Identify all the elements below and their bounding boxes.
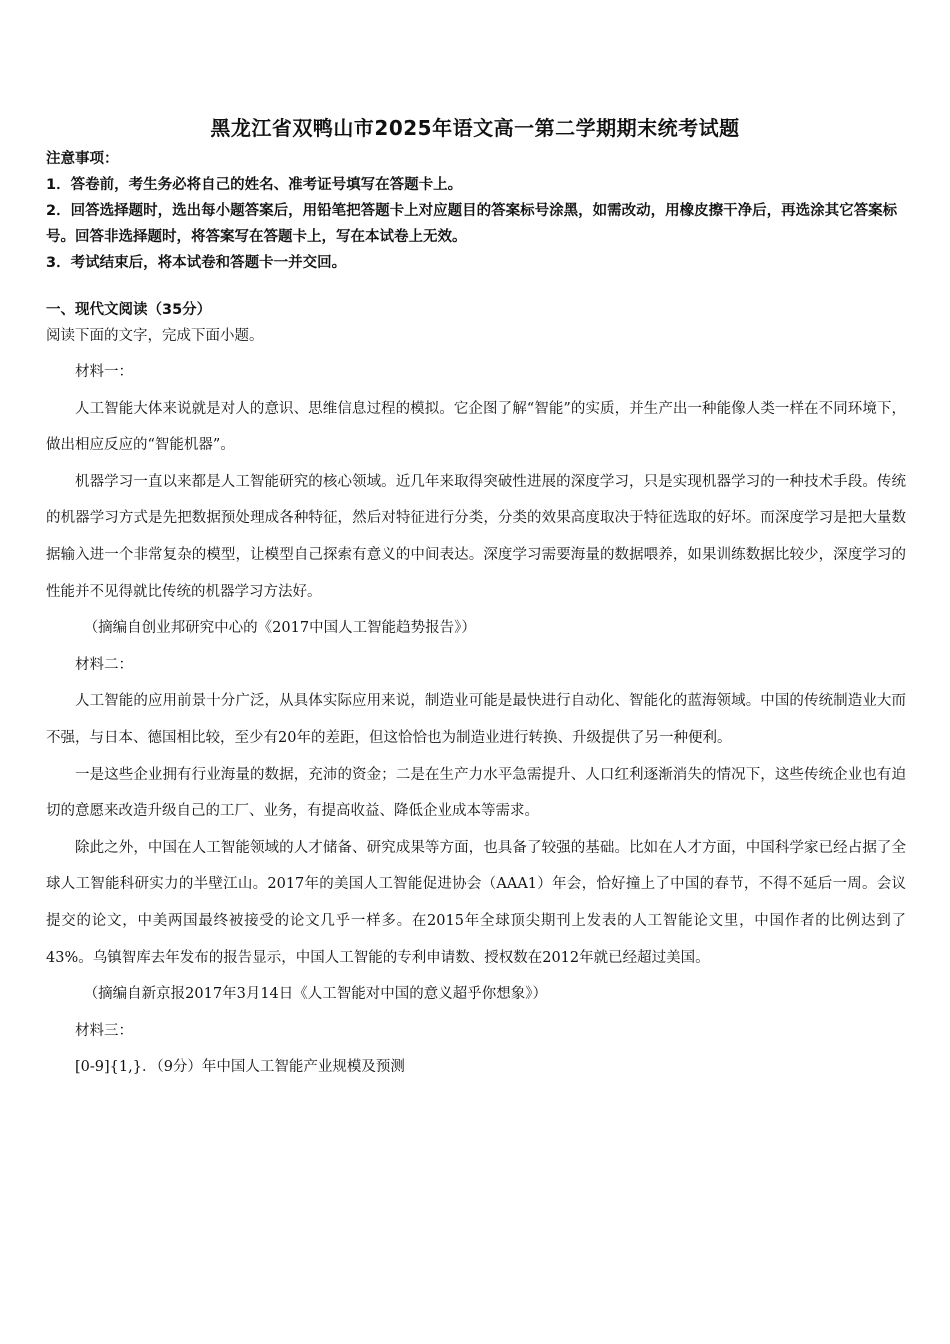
passage-paragraph: 一是这些企业拥有行业海量的数据，充沛的资金；二是在生产力水平急需提升、人口红利逐渐消失的情况下，这些传统企业也有迫切的意愿来改造升级自己的工厂、业务，有提高收益、降低企业成本等需求。 [46,766,906,820]
notice-heading: 注意事项： [46,151,119,167]
passage-paragraph: 人工智能大体来说就是对人的意识、思维信息过程的模拟。它企图了解“智能”的实质，并生产出一种能像人类一样在不同环境下，做出相应反应的“智能机器”。 [46,400,906,454]
passage-paragraph: 除此之外，中国在人工智能领域的人才储备、研究成果等方面，也具备了较强的基础。比如在人才方面，中国科学家已经占据了全球人工智能科研实力的半壁江山。2017年的美国人工智能促进协会（AAA1）年会，恰好撞上了中国的春节，不得不延后一周。会议提交的论文，中美两国最终被接受的论文几乎一样多。在2015年全球顶尖期刊上发表的人工智能论文里，中国作者的比例达到了43%。乌镇智库去年发布的报告显示，中国人工智能的专利申请数、授权数在2012年就已经超过美国。 [46,839,906,966]
exam-title: 黑龙江省双鸭山市2025年语文高一第二学期期末统考试题 [210,116,740,140]
source-citation-2: （摘编自新京报2017年3月14日《人工智能对中国的意义超乎你想象》） [83,986,548,1003]
material-label-3: 材料三： [75,1022,133,1039]
material-label-2: 材料二： [75,656,133,673]
section-heading: 一、现代文阅读（35分） [46,302,212,318]
notice-block [46,146,916,276]
section-intro: 阅读下面的文字，完成下面小题。 [46,328,264,344]
notice-item-3: 3．考试结束后，将本试卷和答题卡一并交回。 [46,255,347,271]
source-citation-1: （摘编自创业邦研究中心的《2017中国人工智能趋势报告》） [83,620,476,637]
passage-paragraph: 机器学习一直以来都是人工智能研究的核心领域。近几年来取得突破性进展的深度学习，只是实现机器学习的一种技术手段。传统的机器学习方式是先把数据预处理成各种特征，然后对特征进行分类，分类的效果高度取决于特征选取的好坏。而深度学习是把大量数据输入进一个非常复杂的模型，让模型自己探索有意义的中间表达。深度学习需要海量的数据喂养，如果训练数据比较少，深度学习的性能并不见得就比传统的机器学习方法好。 [46,473,906,600]
passage-paragraph: 人工智能的应用前景十分广泛，从具体实际应用来说，制造业可能是最快进行自动化、智能化的蓝海领域。中国的传统制造业大而不强，与日本、德国相比较，至少有20年的差距，但这恰恰也为制造业进行转换、升级提供了另一种便利。 [46,693,906,746]
reading-passage [46,354,906,1086]
notice-item-1: 1．答卷前，考生务必将自己的姓名、准考证号填写在答题卡上。 [46,177,463,193]
chart-caption: [0-9]{1,}．（9分）年中国人工智能产业规模及预测 [75,1059,405,1076]
material-label-1: 材料一： [75,364,133,380]
notice-item-2: 2．回答选择题时，选出每小题答案后，用铅笔把答题卡上对应题目的答案标号涂黑，如需改动，用橡皮擦干净后，再选涂其它答案标号。回答非选择题时，将答案写在答题卡上，写在本试卷上无效。 [46,203,898,245]
